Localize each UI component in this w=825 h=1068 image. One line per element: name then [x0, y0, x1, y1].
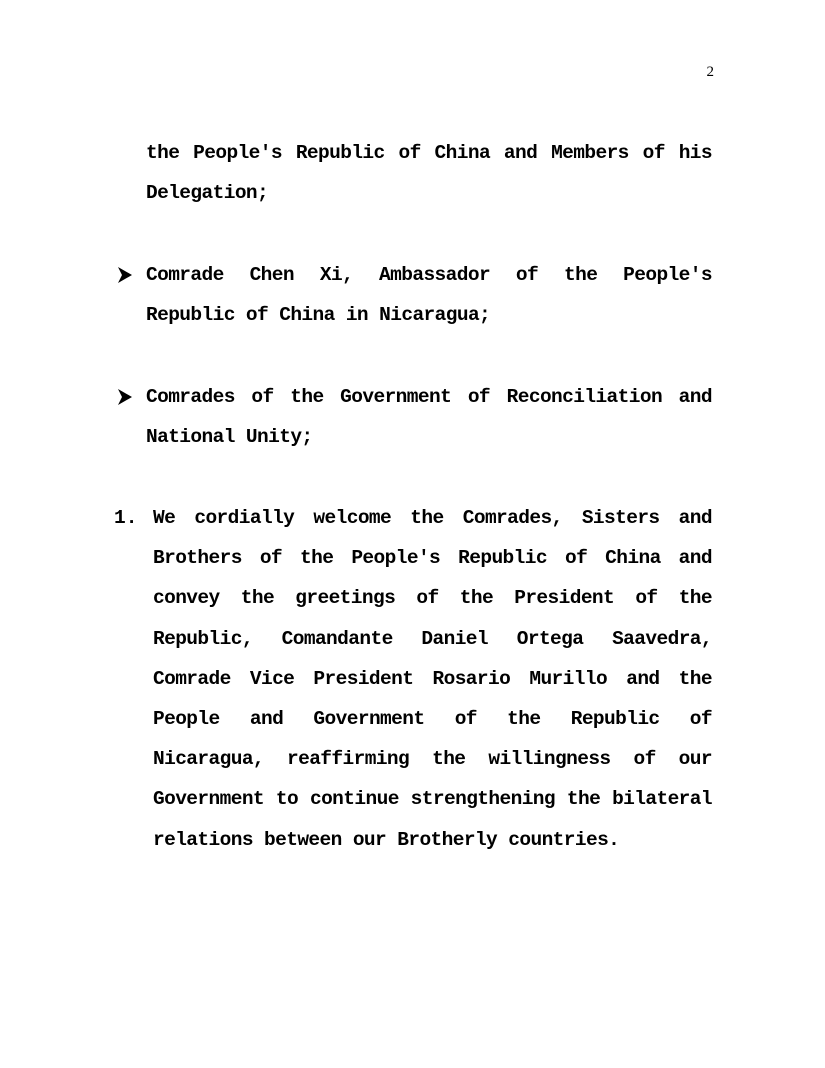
numbered-item-welcome: We cordially welcome the Comrades, Sisters and Brothers of the People's Republic of China and convey the greetings of the President of the Republic, Comandante Daniel Ortega Saavedra, Comrade Vice President Rosario Murillo and the People and Government of the Republic of Nicaragua, reaffirming the willingness of our Government to continue strengthening the bilateral relations between our Brotherly countries.	[153, 507, 712, 851]
page-number: 2	[706, 64, 714, 80]
arrowhead-bullet-icon	[115, 265, 135, 285]
arrowhead-bullet-icon	[115, 387, 135, 407]
bullet-item-government: Comrades of the Government of Reconciliation and National Unity;	[146, 386, 712, 449]
continuation-paragraph: the People's Republic of China and Members of his Delegation;	[146, 142, 712, 205]
bullet-item-ambassador: Comrade Chen Xi, Ambassador of the People's Republic of China in Nicaragua;	[146, 264, 712, 327]
list-number: 1.	[114, 507, 138, 529]
